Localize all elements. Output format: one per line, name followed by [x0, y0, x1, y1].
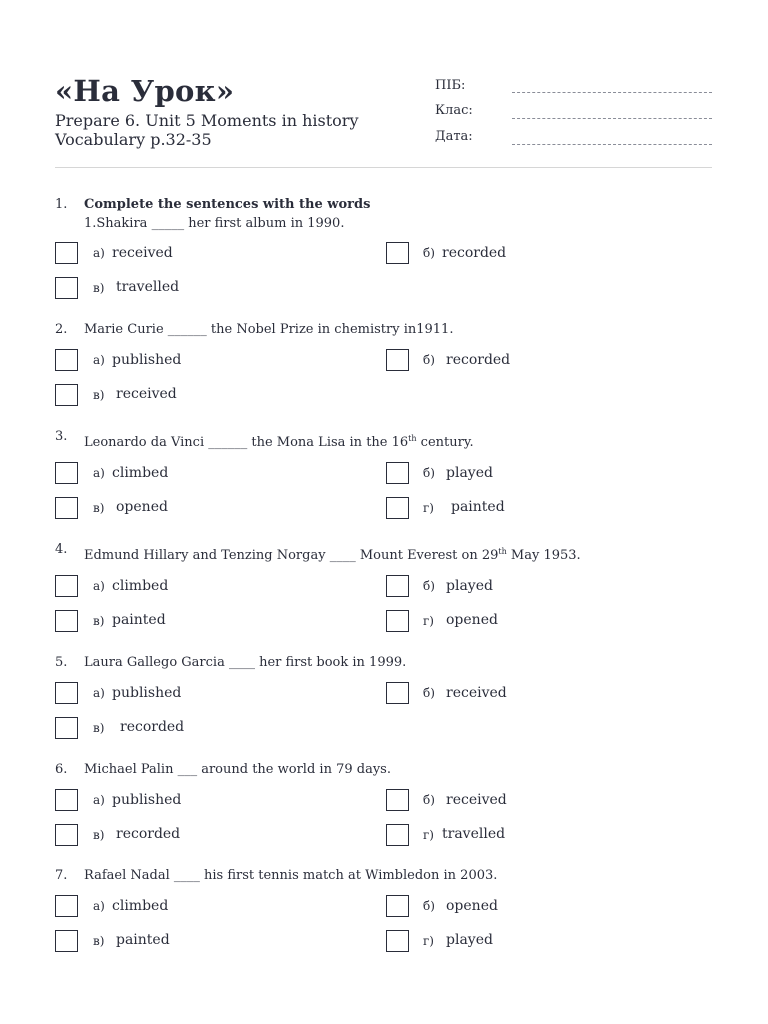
option-letter: г) [423, 828, 434, 842]
answer-checkbox[interactable] [55, 462, 78, 484]
name-field-line[interactable] [512, 92, 712, 93]
worksheet-topic: Vocabulary p.32-35 [55, 130, 212, 149]
answer-checkbox[interactable] [55, 824, 78, 846]
option-text: played [446, 932, 493, 948]
option-letter: в) [93, 281, 105, 295]
option-text: played [446, 578, 493, 594]
question-number: 7. [55, 868, 68, 883]
option-text: opened [446, 898, 498, 914]
header-divider [55, 167, 712, 168]
option-letter: а) [93, 466, 105, 480]
question-number: 3. [55, 429, 68, 444]
option-letter: г) [423, 501, 434, 515]
option-text: played [446, 465, 493, 481]
question-text: Leonardo da Vinci ______ the Mona Lisa in the 16th century. [84, 434, 474, 450]
option-letter: б) [423, 579, 435, 593]
answer-checkbox[interactable] [386, 610, 409, 632]
answer-checkbox[interactable] [386, 824, 409, 846]
date-field-line[interactable] [512, 144, 712, 145]
answer-checkbox[interactable] [55, 930, 78, 952]
answer-checkbox[interactable] [55, 682, 78, 704]
answer-checkbox[interactable] [55, 789, 78, 811]
question-number: 2. [55, 322, 68, 337]
option-text: travelled [116, 279, 180, 295]
question-text: Michael Palin ___ around the world in 79 days. [84, 762, 391, 777]
answer-checkbox[interactable] [386, 497, 409, 519]
option-letter: а) [93, 353, 105, 367]
option-letter: в) [93, 388, 105, 402]
option-letter: б) [423, 793, 435, 807]
name-field-label: ПІБ: [435, 78, 466, 93]
class-field-label: Клас: [435, 103, 473, 118]
answer-checkbox[interactable] [386, 895, 409, 917]
option-text: published [112, 792, 182, 808]
answer-checkbox[interactable] [55, 384, 78, 406]
option-letter: б) [423, 353, 435, 367]
answer-checkbox[interactable] [55, 497, 78, 519]
answer-checkbox[interactable] [386, 349, 409, 371]
question-text: Edmund Hillary and Tenzing Norgay ____ Mount Everest on 29th May 1953. [84, 547, 581, 563]
answer-checkbox[interactable] [386, 242, 409, 264]
option-letter: б) [423, 899, 435, 913]
option-text: opened [116, 499, 168, 515]
answer-checkbox[interactable] [386, 789, 409, 811]
option-letter: г) [423, 614, 434, 628]
answer-checkbox[interactable] [386, 575, 409, 597]
option-letter: в) [93, 614, 105, 628]
option-letter: а) [93, 246, 105, 260]
option-text: recorded [446, 352, 511, 368]
option-letter: б) [423, 466, 435, 480]
option-text: opened [446, 612, 498, 628]
option-text: received [446, 792, 507, 808]
option-text: climbed [112, 898, 169, 914]
option-text: painted [112, 612, 166, 628]
task-instruction: Complete the sentences with the words [84, 197, 371, 212]
option-text: published [112, 685, 182, 701]
question-number: 4. [55, 542, 68, 557]
question-text: Rafael Nadal ____ his first tennis match at Wimbledon in 2003. [84, 868, 498, 883]
option-letter: в) [93, 828, 105, 842]
answer-checkbox[interactable] [386, 462, 409, 484]
question-number: 5. [55, 655, 68, 670]
option-letter: б) [423, 686, 435, 700]
option-letter: б) [423, 246, 435, 260]
date-field-label: Дата: [435, 129, 473, 144]
question-text: Marie Curie ______ the Nobel Prize in chemistry in1911. [84, 322, 454, 337]
option-text: recorded [116, 826, 181, 842]
option-letter: в) [93, 721, 105, 735]
option-letter: в) [93, 934, 105, 948]
option-letter: а) [93, 686, 105, 700]
question-number: 6. [55, 762, 68, 777]
answer-checkbox[interactable] [55, 242, 78, 264]
option-letter: а) [93, 793, 105, 807]
answer-checkbox[interactable] [55, 575, 78, 597]
option-letter: а) [93, 579, 105, 593]
option-text: painted [116, 932, 170, 948]
option-text: climbed [112, 465, 169, 481]
option-text: received [446, 685, 507, 701]
answer-checkbox[interactable] [55, 349, 78, 371]
question-text: Laura Gallego Garcia ____ her first book in 1999. [84, 655, 407, 670]
option-text: painted [451, 499, 505, 515]
question-number: 1. [55, 197, 68, 212]
logo: «На Урок» [55, 74, 235, 108]
option-letter: г) [423, 934, 434, 948]
answer-checkbox[interactable] [55, 277, 78, 299]
answer-checkbox[interactable] [386, 930, 409, 952]
option-text: received [116, 386, 177, 402]
option-text: climbed [112, 578, 169, 594]
answer-checkbox[interactable] [55, 610, 78, 632]
answer-checkbox[interactable] [55, 717, 78, 739]
answer-checkbox[interactable] [55, 895, 78, 917]
option-text: published [112, 352, 182, 368]
option-letter: а) [93, 899, 105, 913]
answer-checkbox[interactable] [386, 682, 409, 704]
option-text: recorded [120, 719, 185, 735]
question-text: 1.Shakira _____ her first album in 1990. [84, 216, 345, 231]
option-text: recorded [442, 245, 507, 261]
option-text: received [112, 245, 173, 261]
option-letter: в) [93, 501, 105, 515]
worksheet-subtitle: Prepare 6. Unit 5 Moments in history [55, 111, 359, 130]
option-text: travelled [442, 826, 506, 842]
class-field-line[interactable] [512, 118, 712, 119]
